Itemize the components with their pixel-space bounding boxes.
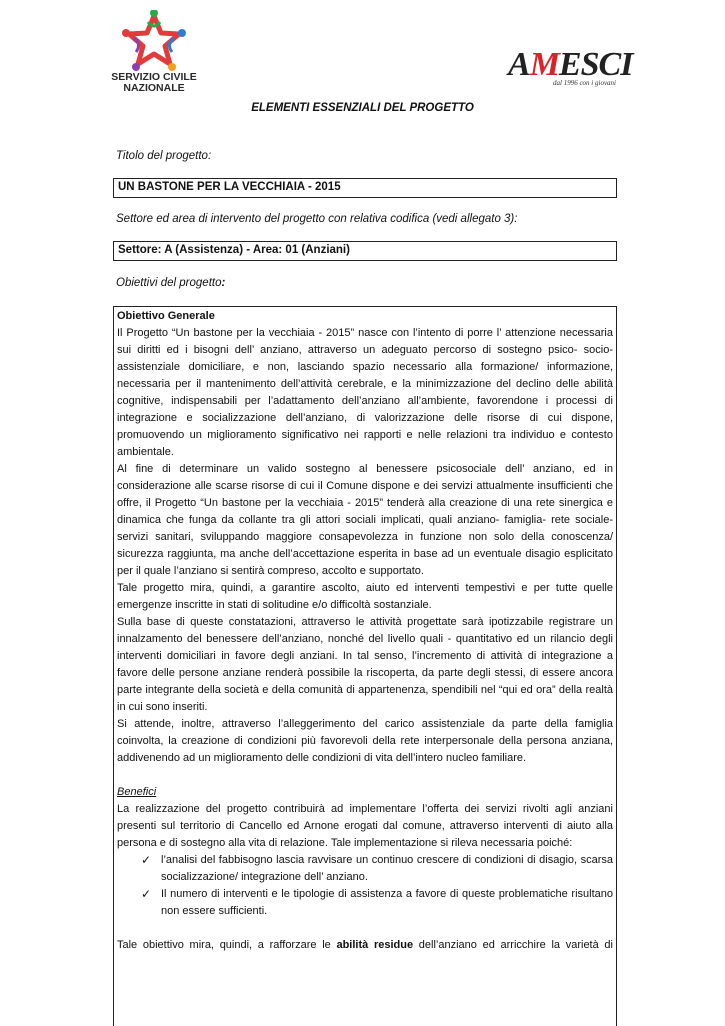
benefici-list [117,852,613,920]
paragraph: Al fine di determinare un valido sostegno al benessere psicosociale dell’ anziano, ed in considerazione alle scarse risorse di cui il Comune dispone e dei servizi attualmente insufficienti che offre, il Progetto “Un bastone per la vecchiaia - 2015” tenderà alla creazione di una rete sinergica e dinamica che funga da collante tra gli attori sociali implicati, quali anziano- famiglia- rete sociale- servizi sanitari, sviluppando maggiore consapevolezza in funzione non solo della conoscenza/ sicurezza raggiunta, ma anche dell’accettazione esperita in base ad un eventuale disagio esplicitato per il quale l’anziano si sentirà compreso, accolto e supportato. [117,463,613,577]
label-titolo: Titolo del progetto: [116,150,212,162]
servizio-civile-logo-text: SERVIZIO CIVILE NAZIONALE [111,71,197,94]
amesci-tagline: dal 1996 con i giovani [553,79,616,87]
label-obiettivi: Obiettivi del progetto: [116,277,226,289]
amesci-logo [508,45,633,91]
benefici-text: La realizzazione del progetto contribuirà ad implementare l’offerta dei servizi rivolti agli anziani presenti sul territorio di Cancello ed Arnone erogati dal comune, attraverso interventi di aiuto alla persona e di sostegno alla vita di relazione. Tale implementazione si rileva necessaria poiché: [117,803,613,849]
closing-paragraph: Tale obiettivo mira, quindi, a rafforzare le abilità residue dell’anziano ed arricchire la varietà di [117,939,613,951]
paragraph: Tale progetto mira, quindi, a garantire ascolto, aiuto ed interventi tempestivi e per tutte quelle emergenze inscritte in stati di solitudine e/o difficoltà sostanziale. [117,582,613,611]
titolo-box [113,178,617,198]
paragraph: Si attende, inoltre, attraverso l’alleggerimento del carico assistenziale da parte della famiglia coinvolta, la creazione di condizioni più favorevoli della rete interpersonale della persona anziana, addivenendo ad un miglioramento delle condizioni di vita dell’intero nucleo familiare. [117,718,613,764]
settore-box [113,241,617,261]
list-item: ✓ Il numero di interventi e le tipologie di assistenza a favore di queste problematiche risultano non essere sufficienti. [141,887,613,917]
list-item: ✓ l’analisi del fabbisogno lascia ravvisare un continuo crescere di condizioni di disagio, scarsa socializzazione/ integrazione dell’ anziano. [141,853,613,883]
document-title: ELEMENTI ESSENZIALI DEL PROGETTO [251,102,474,114]
paragraph: Il Progetto “Un bastone per la vecchiaia - 2015” nasce con l’intento di porre l’ attenzione necessaria sui diritti ed i bisogni dell’ anziano, attraverso un adeguato percorso di sostegno psico- socio-assistenziale domiciliare, e non, lasciando spazio necessario alla formazione/ informazione, necessaria per il mantenimento dell’attività cerebrale, e la minimizzazione del declino delle abilità cognitive, indispensabili per l’adattamento dell’anziano all’ambiente, favorendone i processi di integrazione e socializzazione dell’anziano, di valorizzazione delle risorse di cui dispone, promuovendo un miglioramento significativo nei rapporti e nelle relazioni tra individuo e contesto ambientale. [117,327,613,458]
titolo-value: UN BASTONE PER LA VECCHIAIA - 2015 [118,181,341,193]
obiettivi-box [113,306,617,1026]
label-settore: Settore ed area di intervento del progetto con relativa codifica (vedi allegato 3): [116,213,518,225]
settore-value: Settore: A (Assistenza) - Area: 01 (Anziani) [118,244,350,256]
check-icon: ✓ [141,887,152,901]
paragraph: Sulla base di queste constatazioni, attraverso le attività progettate sarà ipotizzabile registrare un innalzamento del benessere dell’anziano, nonché del livello quali - quantitativo ed un rilancio degli interventi domiciliari in favore degli anziani. In tal senso, l’incremento di attività di integrazione a favore delle persone anziane renderà possibile la riscoperta, da parte degli stessi, di essere ancora parte integrante della società e della comunità di appartenenza, spendibili nel “qui ed ora” della realtà in cui sono inseriti. [117,616,613,713]
check-icon: ✓ [141,853,152,867]
amesci-logo-wordmark: AMESCI [508,46,633,83]
benefici-heading: Benefici [117,786,157,798]
obiettivo-generale-heading: Obiettivo Generale [117,310,215,322]
